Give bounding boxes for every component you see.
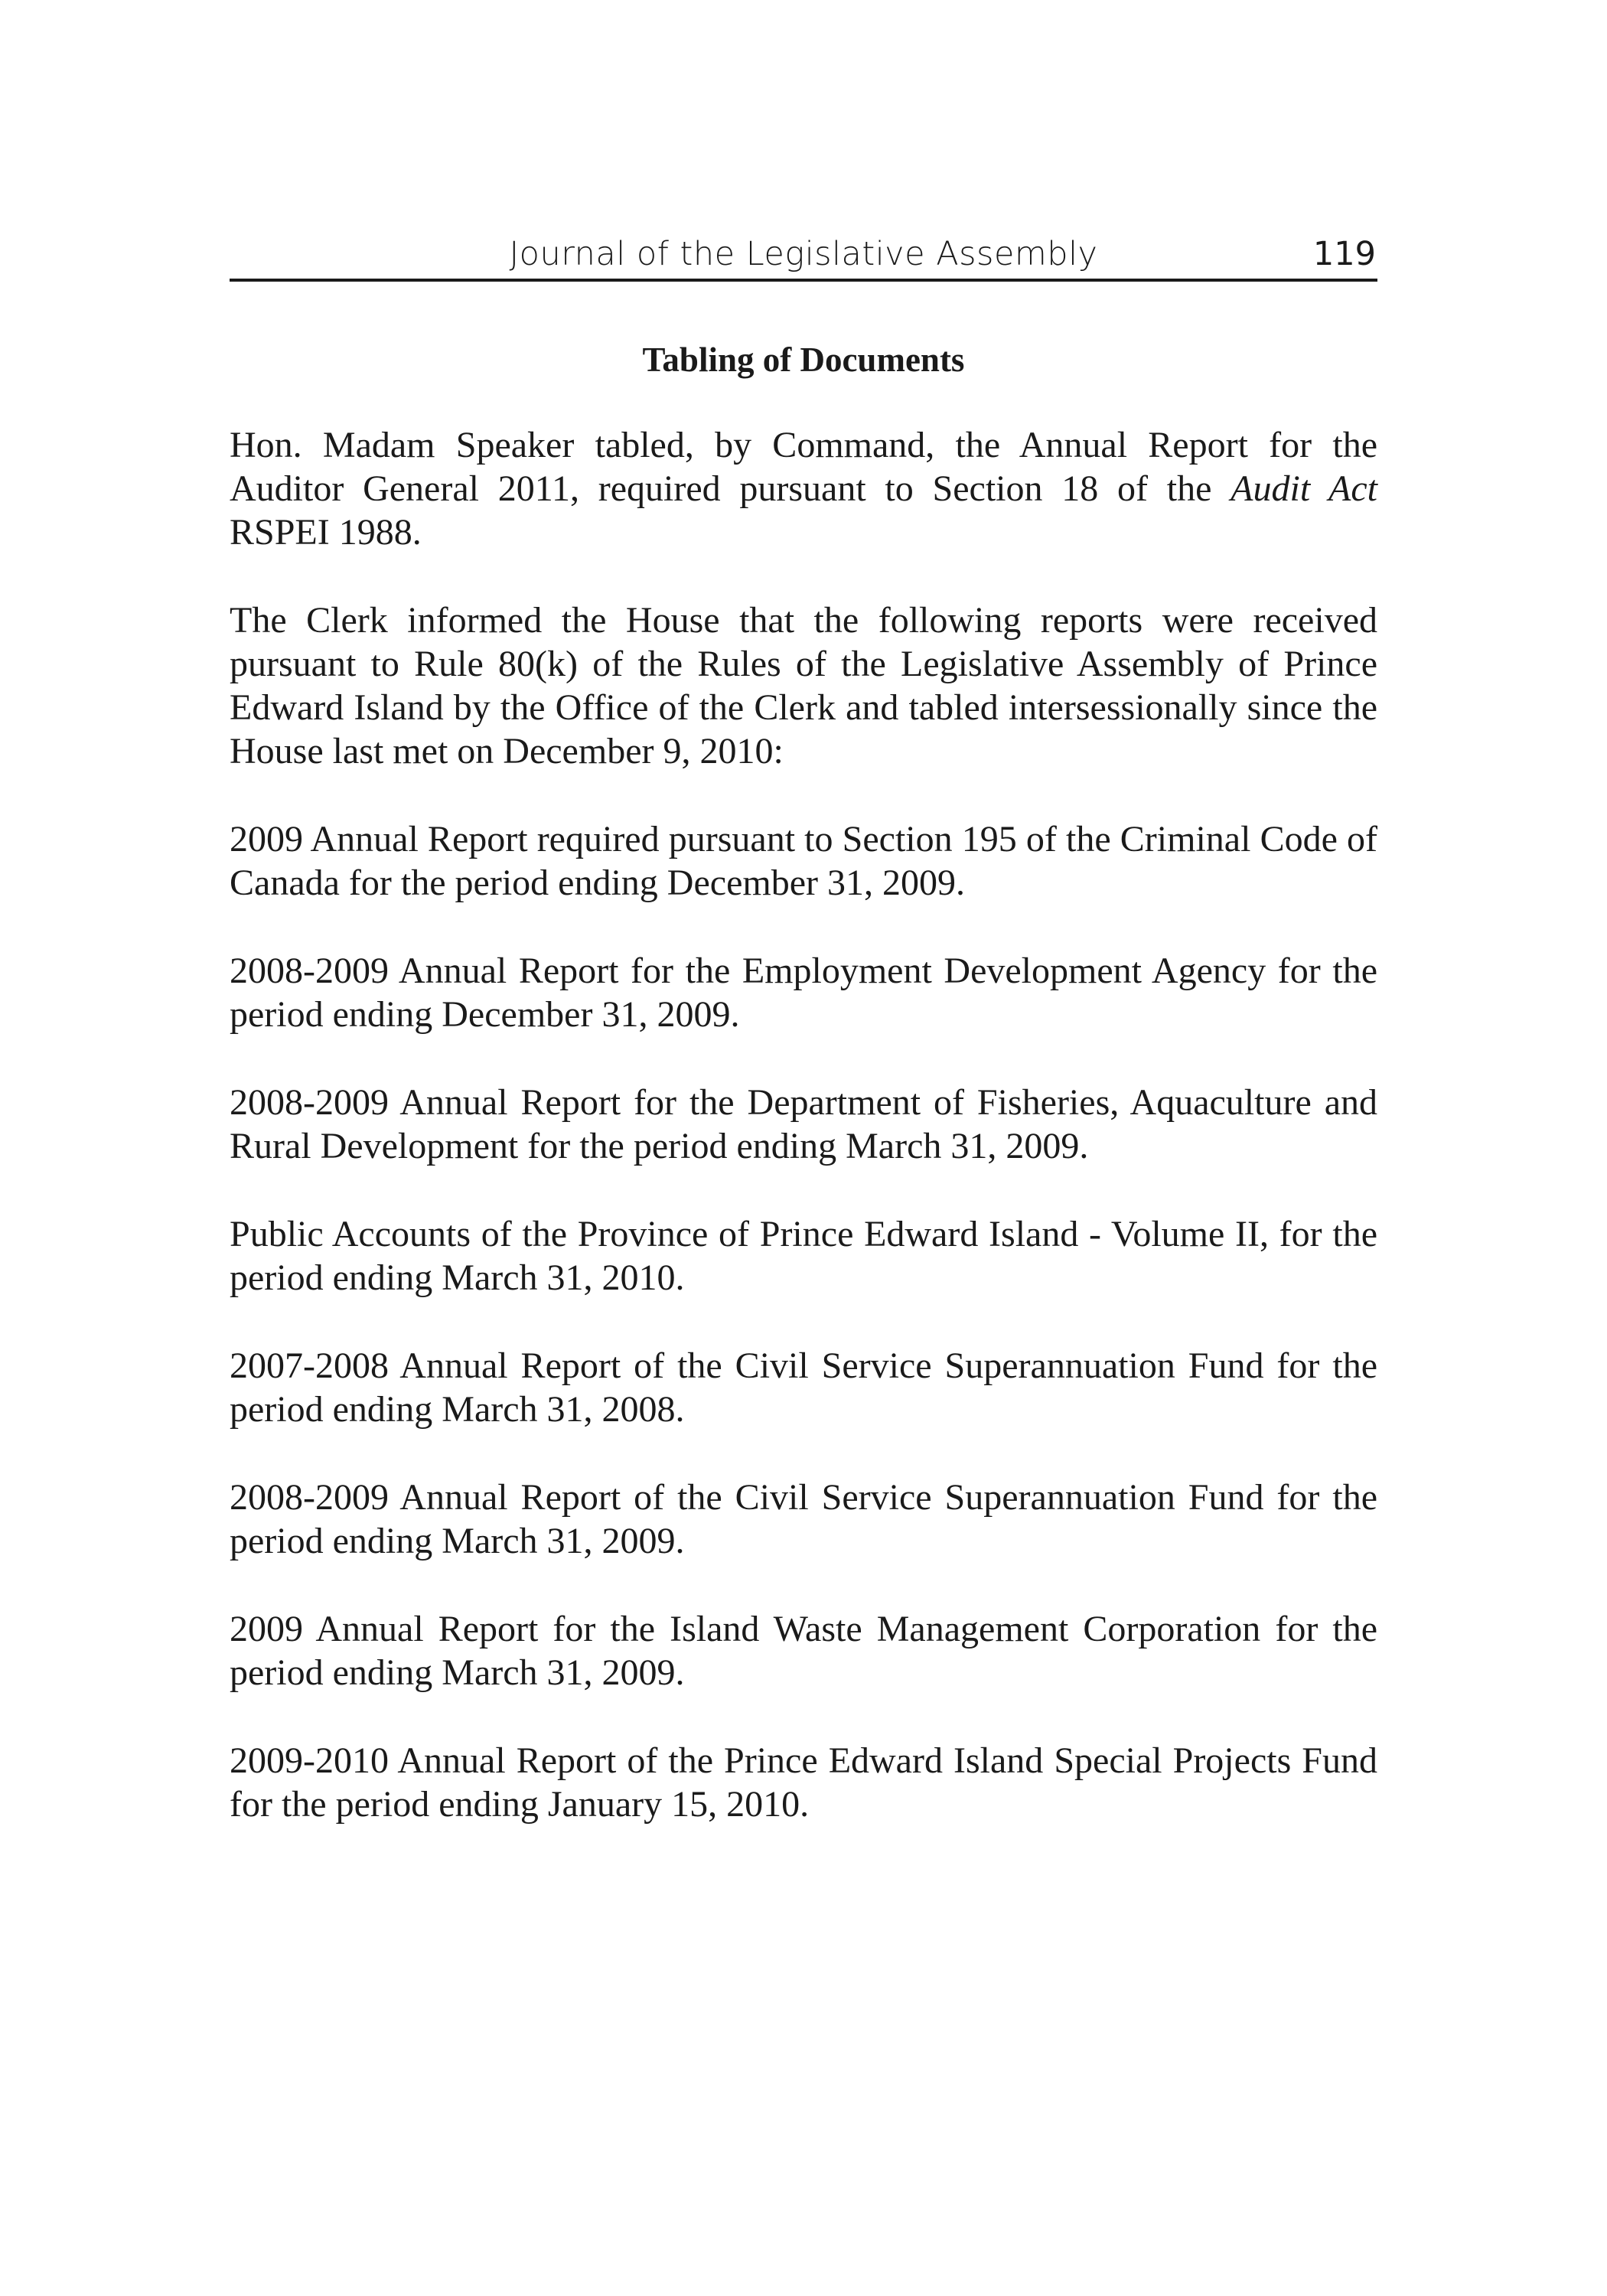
intro-paragraph bbox=[230, 423, 1377, 554]
report-item: Public Accounts of the Province of Prince Edward Island - Volume II, for the period ending March 31, 2010. bbox=[230, 1214, 1377, 1298]
report-item: 2008-2009 Annual Report for the Department of Fisheries, Aquaculture and Rural Development for the period ending March 31, 2009. bbox=[230, 1082, 1377, 1166]
report-item: 2009-2010 Annual Report of the Prince Edward Island Special Projects Fund for the period ending January 15, 2010. bbox=[230, 1740, 1377, 1825]
section-heading: Tabling of Documents bbox=[642, 341, 965, 379]
report-item: 2008-2009 Annual Report for the Employment Development Agency for the period ending December 31, 2009. bbox=[230, 951, 1377, 1035]
intro-text-before-act: Hon. Madam Speaker tabled, by Command, the Annual Report for the Auditor General 2011, required pursuant to Section 18 of the bbox=[230, 425, 1377, 509]
report-item: 2007-2008 Annual Report of the Civil Service Superannuation Fund for the period ending March 31, 2008. bbox=[230, 1345, 1377, 1430]
report-item: 2008-2009 Annual Report of the Civil Service Superannuation Fund for the period ending March 31, 2009. bbox=[230, 1477, 1377, 1561]
document-body bbox=[230, 423, 1377, 1870]
page-number: 119 bbox=[1312, 235, 1376, 273]
running-header bbox=[230, 231, 1377, 282]
clerk-statement-paragraph: The Clerk informed the House that the following reports were received pursuant to Rule 80(k) of the Rules of the Legislative Assembly of Prince Edward Island by the Office of the Clerk and tabled intersessionally since the House last met on December 9, 2010: bbox=[230, 600, 1377, 771]
report-item: 2009 Annual Report required pursuant to Section 195 of the Criminal Code of Canada for the period ending December 31, 2009. bbox=[230, 819, 1377, 903]
intro-text-after-act: RSPEI 1988. bbox=[230, 512, 422, 553]
act-name: Audit Act bbox=[1231, 468, 1377, 509]
journal-title: Journal of the Legislative Assembly bbox=[509, 235, 1098, 273]
report-item: 2009 Annual Report for the Island Waste Management Corporation for the period ending March 31, 2009. bbox=[230, 1609, 1377, 1693]
